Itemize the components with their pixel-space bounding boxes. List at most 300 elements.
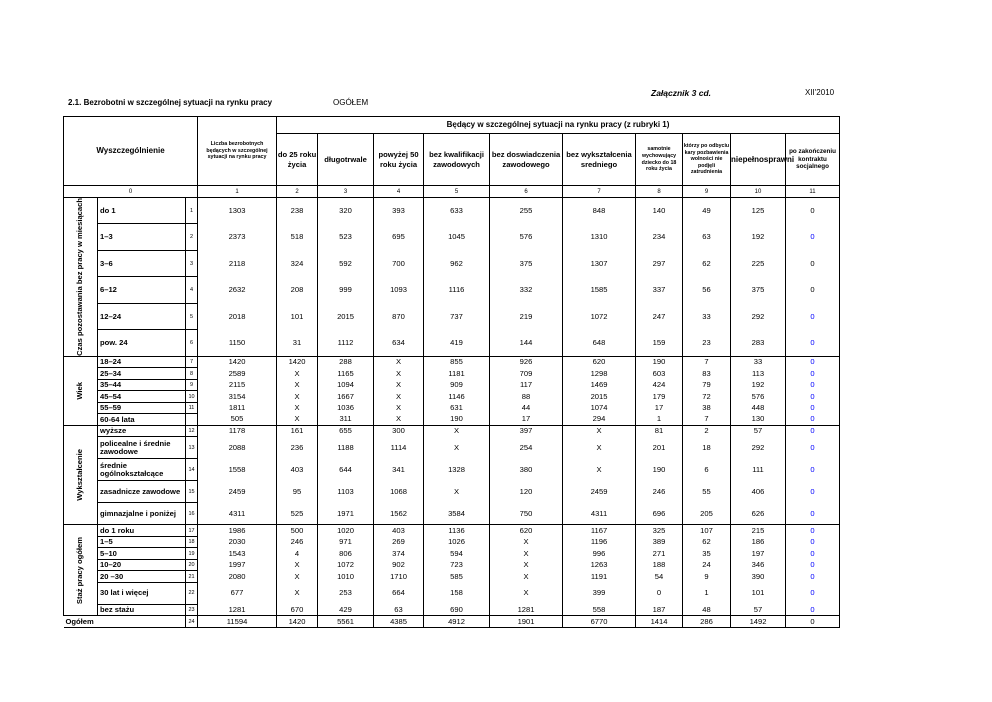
- cell-value: 292: [731, 437, 786, 459]
- cell-value: 1: [636, 414, 683, 426]
- cell-value: 500: [277, 525, 318, 537]
- cell-value: 648: [563, 330, 636, 357]
- cell-value: 2088: [198, 437, 277, 459]
- cell-value: 655: [318, 425, 374, 437]
- cell-value: 1585: [563, 277, 636, 303]
- cell-value: 0: [786, 303, 840, 329]
- cell-value: 926: [490, 356, 563, 368]
- cell-value: 1112: [318, 330, 374, 357]
- cell-value: 0: [786, 250, 840, 276]
- cell-value: 63: [683, 224, 731, 250]
- table-row: [64, 379, 840, 391]
- cell-value: 95: [277, 481, 318, 503]
- cell-value: 0: [786, 437, 840, 459]
- cell-value: 255: [490, 198, 563, 224]
- cell-value: 999: [318, 277, 374, 303]
- column-header-2: do 25 roku życia: [277, 134, 318, 186]
- cell-value: 324: [277, 250, 318, 276]
- cell-value: 3584: [424, 503, 490, 525]
- cell-value: 1986: [198, 525, 277, 537]
- cell-value: 696: [636, 503, 683, 525]
- cell-value: 0: [786, 391, 840, 403]
- cell-value: 558: [563, 604, 636, 616]
- row-label: 35–44: [98, 379, 186, 391]
- cell-value: 448: [731, 402, 786, 414]
- cell-value: 288: [318, 356, 374, 368]
- group-label-text: Czas pozostawania bez pracy w miesiącach: [75, 198, 85, 356]
- cell-value: 247: [636, 303, 683, 329]
- cell-value: 101: [731, 582, 786, 604]
- cell-value: 120: [490, 481, 563, 503]
- cell-value: X: [277, 402, 318, 414]
- cell-value: 620: [563, 356, 636, 368]
- row-label: do 1: [98, 198, 186, 224]
- cell-value: 1281: [198, 604, 277, 616]
- cell-value: 283: [731, 330, 786, 357]
- cell-value: X: [490, 571, 563, 583]
- cell-value: 1420: [277, 616, 318, 628]
- cell-value: 429: [318, 604, 374, 616]
- row-label: 45–54: [98, 391, 186, 403]
- row-number: 4: [186, 277, 198, 303]
- cell-value: 1414: [636, 616, 683, 628]
- cell-value: 190: [424, 414, 490, 426]
- cell-value: 325: [636, 525, 683, 537]
- row-label: zasadnicze zawodowe: [98, 481, 186, 503]
- cell-value: 4912: [424, 616, 490, 628]
- cell-value: 1181: [424, 368, 490, 380]
- cell-value: 62: [683, 536, 731, 548]
- cell-value: 49: [683, 198, 731, 224]
- cell-value: X: [490, 548, 563, 560]
- total-label: Ogółem: [64, 616, 186, 628]
- cell-value: 300: [374, 425, 424, 437]
- row-label: gimnazjalne i poniżej: [98, 503, 186, 525]
- cell-value: 35: [683, 548, 731, 560]
- cell-value: 2632: [198, 277, 277, 303]
- row-number: [186, 414, 198, 426]
- column-header-7: bez wykształcenia sredniego: [563, 134, 636, 186]
- cell-value: 332: [490, 277, 563, 303]
- cell-value: 806: [318, 548, 374, 560]
- cell-value: 389: [636, 536, 683, 548]
- cell-value: 201: [636, 437, 683, 459]
- cell-value: 909: [424, 379, 490, 391]
- cell-value: 2373: [198, 224, 277, 250]
- row-label: 12–24: [98, 303, 186, 329]
- cell-value: 38: [683, 402, 731, 414]
- cell-value: 0: [786, 536, 840, 548]
- cell-value: 620: [490, 525, 563, 537]
- cell-value: 709: [490, 368, 563, 380]
- row-label: 30 lat i więcej: [98, 582, 186, 604]
- column-number: 1: [198, 186, 277, 198]
- cell-value: 1188: [318, 437, 374, 459]
- table-row: [64, 437, 840, 459]
- table-row: [64, 548, 840, 560]
- table-row: [64, 525, 840, 537]
- group-header: Będący w szczególnej sytuacji na rynku pracy (z rubryki 1): [277, 117, 840, 134]
- cell-value: 1492: [731, 616, 786, 628]
- cell-value: 1072: [318, 559, 374, 571]
- cell-value: 1178: [198, 425, 277, 437]
- cell-value: 0: [786, 330, 840, 357]
- cell-value: 294: [563, 414, 636, 426]
- cell-value: X: [277, 379, 318, 391]
- column-number: 0: [64, 186, 198, 198]
- column-number: 9: [683, 186, 731, 198]
- cell-value: X: [490, 536, 563, 548]
- cell-value: 107: [683, 525, 731, 537]
- column-number: 7: [563, 186, 636, 198]
- cell-value: 1971: [318, 503, 374, 525]
- table-row: [64, 414, 840, 426]
- row-number: 15: [186, 481, 198, 503]
- cell-value: 1068: [374, 481, 424, 503]
- row-number: 22: [186, 582, 198, 604]
- cell-value: 390: [731, 571, 786, 583]
- cell-value: 0: [786, 425, 840, 437]
- cell-value: X: [490, 559, 563, 571]
- column-header-3: długotrwale: [318, 134, 374, 186]
- row-number: 1: [186, 198, 198, 224]
- cell-value: 297: [636, 250, 683, 276]
- cell-value: 125: [731, 198, 786, 224]
- table-row: [64, 559, 840, 571]
- cell-value: 2015: [318, 303, 374, 329]
- row-number: 17: [186, 525, 198, 537]
- cell-value: 56: [683, 277, 731, 303]
- cell-value: 140: [636, 198, 683, 224]
- cell-value: 225: [731, 250, 786, 276]
- cell-value: 626: [731, 503, 786, 525]
- cell-value: 31: [277, 330, 318, 357]
- cell-value: 0: [636, 582, 683, 604]
- cell-value: 1303: [198, 198, 277, 224]
- cell-value: 1263: [563, 559, 636, 571]
- cell-value: 723: [424, 559, 490, 571]
- cell-value: 0: [786, 604, 840, 616]
- cell-value: 633: [424, 198, 490, 224]
- cell-value: 192: [731, 379, 786, 391]
- cell-value: X: [277, 559, 318, 571]
- cell-value: 403: [277, 459, 318, 481]
- cell-value: 113: [731, 368, 786, 380]
- cell-value: 17: [636, 402, 683, 414]
- cell-value: 4: [277, 548, 318, 560]
- row-label: do 1 roku: [98, 525, 186, 537]
- cell-value: 1074: [563, 402, 636, 414]
- cell-value: X: [424, 437, 490, 459]
- cell-value: 1420: [198, 356, 277, 368]
- cell-value: 0: [786, 548, 840, 560]
- cell-value: 677: [198, 582, 277, 604]
- cell-value: 246: [636, 481, 683, 503]
- column-number: 8: [636, 186, 683, 198]
- table-row: [64, 459, 840, 481]
- cell-value: 4311: [563, 503, 636, 525]
- cell-value: 634: [374, 330, 424, 357]
- column-header-4: powyżej 50 roku życia: [374, 134, 424, 186]
- column-header-10: niepełnosprawni: [731, 134, 786, 186]
- cell-value: 631: [424, 402, 490, 414]
- cell-value: 870: [374, 303, 424, 329]
- cell-value: 0: [786, 198, 840, 224]
- cell-value: 144: [490, 330, 563, 357]
- cell-value: 1191: [563, 571, 636, 583]
- cell-value: 0: [786, 525, 840, 537]
- cell-value: 855: [424, 356, 490, 368]
- row-number: 24: [186, 616, 198, 628]
- row-label: 6–12: [98, 277, 186, 303]
- cell-value: 1997: [198, 559, 277, 571]
- cell-value: 505: [198, 414, 277, 426]
- row-number: 8: [186, 368, 198, 380]
- row-label: 20 –30: [98, 571, 186, 583]
- table-row: [64, 571, 840, 583]
- cell-value: 1196: [563, 536, 636, 548]
- cell-value: 4385: [374, 616, 424, 628]
- cell-value: 523: [318, 224, 374, 250]
- cell-value: 971: [318, 536, 374, 548]
- cell-value: 320: [318, 198, 374, 224]
- cell-value: 902: [374, 559, 424, 571]
- cell-value: 592: [318, 250, 374, 276]
- cell-value: 1036: [318, 402, 374, 414]
- row-number: 13: [186, 437, 198, 459]
- row-number: 18: [186, 536, 198, 548]
- cell-value: 9: [683, 571, 731, 583]
- cell-value: 1562: [374, 503, 424, 525]
- column-number: 3: [318, 186, 374, 198]
- column-header-6: bez doswiadczenia zawodowego: [490, 134, 563, 186]
- row-label: średnie ogólnokształcące: [98, 459, 186, 481]
- cell-value: 208: [277, 277, 318, 303]
- cell-value: 186: [731, 536, 786, 548]
- cell-value: 2115: [198, 379, 277, 391]
- cell-value: 1667: [318, 391, 374, 403]
- cell-value: 54: [636, 571, 683, 583]
- cell-value: 700: [374, 250, 424, 276]
- cell-value: X: [277, 582, 318, 604]
- cell-value: 81: [636, 425, 683, 437]
- cell-value: X: [374, 356, 424, 368]
- cell-value: 1310: [563, 224, 636, 250]
- table-row: [64, 582, 840, 604]
- cell-value: 197: [731, 548, 786, 560]
- cell-value: 18: [683, 437, 731, 459]
- cell-value: X: [374, 414, 424, 426]
- row-label: 1–3: [98, 224, 186, 250]
- cell-value: 188: [636, 559, 683, 571]
- cell-value: 1094: [318, 379, 374, 391]
- cell-value: 1167: [563, 525, 636, 537]
- cell-value: 0: [786, 379, 840, 391]
- cell-value: 219: [490, 303, 563, 329]
- scope-label: OGÓŁEM: [333, 98, 369, 107]
- group-label: [64, 356, 98, 425]
- cell-value: X: [490, 582, 563, 604]
- cell-value: 0: [786, 414, 840, 426]
- cell-value: 292: [731, 303, 786, 329]
- cell-value: 2030: [198, 536, 277, 548]
- cell-value: 63: [374, 604, 424, 616]
- cell-value: 117: [490, 379, 563, 391]
- group-label-text: Wiek: [75, 382, 85, 400]
- row-number: 5: [186, 303, 198, 329]
- row-number: 9: [186, 379, 198, 391]
- cell-value: 0: [786, 368, 840, 380]
- row-label: wyższe: [98, 425, 186, 437]
- cell-value: 1136: [424, 525, 490, 537]
- row-number: 16: [186, 503, 198, 525]
- cell-value: 6770: [563, 616, 636, 628]
- cell-value: 130: [731, 414, 786, 426]
- cell-value: X: [374, 391, 424, 403]
- cell-value: 1026: [424, 536, 490, 548]
- cell-value: 33: [731, 356, 786, 368]
- cell-value: 525: [277, 503, 318, 525]
- cell-value: 0: [786, 277, 840, 303]
- cell-value: 1328: [424, 459, 490, 481]
- cell-value: 375: [731, 277, 786, 303]
- cell-value: 664: [374, 582, 424, 604]
- row-label: 10–20: [98, 559, 186, 571]
- cell-value: 1811: [198, 402, 277, 414]
- group-label-text: Wykształcenie: [75, 449, 85, 501]
- row-number: 2: [186, 224, 198, 250]
- cell-value: 7: [683, 356, 731, 368]
- cell-value: 1543: [198, 548, 277, 560]
- cell-value: 17: [490, 414, 563, 426]
- cell-value: X: [563, 459, 636, 481]
- cell-value: 397: [490, 425, 563, 437]
- row-label: policealne i średnie zawodowe: [98, 437, 186, 459]
- cell-value: 380: [490, 459, 563, 481]
- cell-value: 2018: [198, 303, 277, 329]
- row-number: 11: [186, 402, 198, 414]
- cell-value: X: [277, 414, 318, 426]
- cell-value: 1307: [563, 250, 636, 276]
- cell-value: 2459: [563, 481, 636, 503]
- cell-value: 2080: [198, 571, 277, 583]
- cell-value: 1116: [424, 277, 490, 303]
- cell-value: 23: [683, 330, 731, 357]
- row-number: 19: [186, 548, 198, 560]
- column-number: 4: [374, 186, 424, 198]
- cell-value: 62: [683, 250, 731, 276]
- cell-value: X: [277, 571, 318, 583]
- cell-value: 246: [277, 536, 318, 548]
- row-number: 10: [186, 391, 198, 403]
- row-number: 7: [186, 356, 198, 368]
- column-header-9: którzy po odbyciu kary pozbawienia wolności nie podjęli zatrudnienia: [683, 134, 731, 186]
- cell-value: 215: [731, 525, 786, 537]
- row-number: 14: [186, 459, 198, 481]
- cell-value: 311: [318, 414, 374, 426]
- row-number: 20: [186, 559, 198, 571]
- cell-value: 962: [424, 250, 490, 276]
- cell-value: 0: [786, 571, 840, 583]
- cell-value: 253: [318, 582, 374, 604]
- column-header-5: bez kwalifikacji zawodowych: [424, 134, 490, 186]
- cell-value: 1558: [198, 459, 277, 481]
- cell-value: 690: [424, 604, 490, 616]
- row-label: 1–5: [98, 536, 186, 548]
- cell-value: 72: [683, 391, 731, 403]
- cell-value: 341: [374, 459, 424, 481]
- cell-value: 57: [731, 604, 786, 616]
- table-row: [64, 391, 840, 403]
- cell-value: 0: [786, 481, 840, 503]
- column-number: 6: [490, 186, 563, 198]
- cell-value: 192: [731, 224, 786, 250]
- cell-value: 737: [424, 303, 490, 329]
- cell-value: 2015: [563, 391, 636, 403]
- cell-value: 55: [683, 481, 731, 503]
- cell-value: 0: [786, 582, 840, 604]
- cell-value: 374: [374, 548, 424, 560]
- cell-value: 403: [374, 525, 424, 537]
- table-row: [64, 250, 840, 276]
- cell-value: 190: [636, 356, 683, 368]
- cell-value: X: [374, 402, 424, 414]
- cell-value: 83: [683, 368, 731, 380]
- cell-value: 419: [424, 330, 490, 357]
- column-header-8: samotnie wychowujący dziecko do 18 roku życia: [636, 134, 683, 186]
- table-row: [64, 503, 840, 525]
- cell-value: 750: [490, 503, 563, 525]
- table-row: [64, 277, 840, 303]
- cell-value: X: [374, 379, 424, 391]
- row-label: 5–10: [98, 548, 186, 560]
- cell-value: 1281: [490, 604, 563, 616]
- cell-value: 585: [424, 571, 490, 583]
- cell-value: 6: [683, 459, 731, 481]
- cell-value: 1901: [490, 616, 563, 628]
- cell-value: X: [424, 425, 490, 437]
- cell-value: 286: [683, 616, 731, 628]
- cell-value: 996: [563, 548, 636, 560]
- cell-value: 7: [683, 414, 731, 426]
- cell-value: 0: [786, 503, 840, 525]
- cell-value: 670: [277, 604, 318, 616]
- cell-value: 393: [374, 198, 424, 224]
- cell-value: 576: [731, 391, 786, 403]
- cell-value: 5561: [318, 616, 374, 628]
- cell-value: X: [374, 368, 424, 380]
- cell-value: 57: [731, 425, 786, 437]
- cell-value: 0: [786, 402, 840, 414]
- cell-value: 1114: [374, 437, 424, 459]
- total-row: [64, 616, 840, 628]
- cell-value: 848: [563, 198, 636, 224]
- row-number: 23: [186, 604, 198, 616]
- cell-value: 4311: [198, 503, 277, 525]
- cell-value: 1103: [318, 481, 374, 503]
- cell-value: 79: [683, 379, 731, 391]
- cell-value: 111: [731, 459, 786, 481]
- table-row: [64, 604, 840, 616]
- cell-value: 48: [683, 604, 731, 616]
- cell-value: 24: [683, 559, 731, 571]
- table-row: [64, 481, 840, 503]
- cell-value: 1020: [318, 525, 374, 537]
- row-label: 55–59: [98, 402, 186, 414]
- table-row: [64, 368, 840, 380]
- cell-value: 346: [731, 559, 786, 571]
- cell-value: 0: [786, 559, 840, 571]
